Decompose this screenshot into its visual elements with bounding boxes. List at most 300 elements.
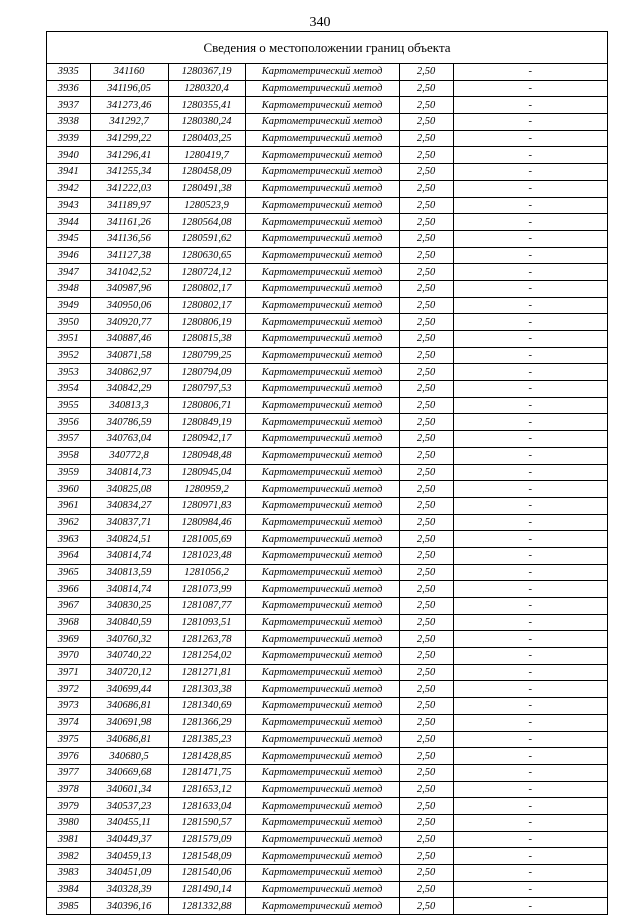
description-cell: -	[453, 547, 607, 564]
description-cell: -	[453, 130, 607, 147]
x-coordinate-cell: 340786,59	[90, 414, 168, 431]
point-number-cell: 3944	[47, 214, 90, 231]
y-coordinate-cell: 1281471,75	[168, 764, 245, 781]
x-coordinate-cell: 340537,23	[90, 798, 168, 815]
method-cell: Картометрический метод	[245, 547, 399, 564]
y-coordinate-cell: 1281579,09	[168, 831, 245, 848]
method-cell: Картометрический метод	[245, 681, 399, 698]
y-coordinate-cell: 1281023,48	[168, 547, 245, 564]
x-coordinate-cell: 340455,11	[90, 814, 168, 831]
y-coordinate-cell: 1280806,19	[168, 314, 245, 331]
accuracy-cell: 2,50	[399, 230, 453, 247]
point-number-cell: 3969	[47, 631, 90, 648]
x-coordinate-cell: 340720,12	[90, 664, 168, 681]
y-coordinate-cell: 1281303,38	[168, 681, 245, 698]
method-cell: Картометрический метод	[245, 631, 399, 648]
accuracy-cell: 2,50	[399, 164, 453, 181]
method-cell: Картометрический метод	[245, 831, 399, 848]
description-cell: -	[453, 514, 607, 531]
table-row	[47, 547, 607, 564]
y-coordinate-cell: 1280630,65	[168, 247, 245, 264]
y-coordinate-cell: 1280806,71	[168, 397, 245, 414]
accuracy-cell: 2,50	[399, 297, 453, 314]
description-cell: -	[453, 164, 607, 181]
description-cell: -	[453, 64, 607, 80]
description-cell: -	[453, 180, 607, 197]
table-row	[47, 514, 607, 531]
table-row	[47, 397, 607, 414]
x-coordinate-cell: 340842,29	[90, 381, 168, 398]
accuracy-cell: 2,50	[399, 114, 453, 131]
y-coordinate-cell: 1281366,29	[168, 714, 245, 731]
method-cell: Картометрический метод	[245, 581, 399, 598]
description-cell: -	[453, 431, 607, 448]
x-coordinate-cell: 341127,38	[90, 247, 168, 264]
point-number-cell: 3942	[47, 180, 90, 197]
table-row	[47, 814, 607, 831]
method-cell: Картометрический метод	[245, 698, 399, 715]
description-cell: -	[453, 481, 607, 498]
description-cell: -	[453, 264, 607, 281]
method-cell: Картометрический метод	[245, 531, 399, 548]
table-row	[47, 80, 607, 97]
y-coordinate-cell: 1280942,17	[168, 431, 245, 448]
x-coordinate-cell: 341161,26	[90, 214, 168, 231]
y-coordinate-cell: 1280523,9	[168, 197, 245, 214]
method-cell: Картометрический метод	[245, 164, 399, 181]
x-coordinate-cell: 341042,52	[90, 264, 168, 281]
point-number-cell: 3959	[47, 464, 90, 481]
point-number-cell: 3957	[47, 431, 90, 448]
y-coordinate-cell: 1281332,88	[168, 898, 245, 914]
point-number-cell: 3967	[47, 598, 90, 615]
table-row	[47, 581, 607, 598]
x-coordinate-cell: 340699,44	[90, 681, 168, 698]
description-cell: -	[453, 714, 607, 731]
table-row	[47, 214, 607, 231]
point-number-cell: 3965	[47, 564, 90, 581]
description-cell: -	[453, 147, 607, 164]
method-cell: Картометрический метод	[245, 130, 399, 147]
point-number-cell: 3975	[47, 731, 90, 748]
table-row	[47, 681, 607, 698]
description-cell: -	[528, 900, 532, 912]
point-number-cell: 3979	[47, 798, 90, 815]
point-number-cell: 3963	[47, 531, 90, 548]
accuracy-cell: 2,50	[399, 898, 453, 914]
y-coordinate-cell: 1280802,17	[168, 297, 245, 314]
table-row	[47, 714, 607, 731]
table-row	[47, 347, 607, 364]
accuracy-cell: 2,50	[399, 714, 453, 731]
method-cell: Картометрический метод	[245, 314, 399, 331]
point-number-cell: 3958	[47, 447, 90, 464]
description-cell: -	[453, 648, 607, 665]
accuracy-cell: 2,50	[399, 130, 453, 147]
accuracy-cell: 2,50	[399, 64, 453, 80]
y-coordinate-cell: 1280724,12	[168, 264, 245, 281]
point-number-cell: 3973	[47, 698, 90, 715]
accuracy-cell: 2,50	[399, 414, 453, 431]
table-row	[47, 264, 607, 281]
table-row	[47, 381, 607, 398]
x-coordinate-cell: 341292,7	[90, 114, 168, 131]
method-cell: Картометрический метод	[245, 898, 399, 914]
x-coordinate-cell: 341136,56	[90, 230, 168, 247]
table-row	[47, 731, 607, 748]
accuracy-cell: 2,50	[399, 80, 453, 97]
x-coordinate-cell: 340887,46	[90, 331, 168, 348]
x-coordinate-cell: 340760,32	[90, 631, 168, 648]
x-coordinate-cell: 340862,97	[90, 364, 168, 381]
table-row	[47, 848, 607, 865]
accuracy-cell: 2,50	[399, 865, 453, 882]
table-row	[47, 898, 607, 914]
method-cell: Картометрический метод	[245, 848, 399, 865]
description-cell: -	[453, 114, 607, 131]
point-number-cell: 3938	[47, 114, 90, 131]
point-number-cell: 3946	[47, 247, 90, 264]
point-number-cell: 3976	[47, 748, 90, 765]
y-coordinate-cell: 1280403,25	[168, 130, 245, 147]
accuracy-cell: 2,50	[399, 547, 453, 564]
boundary-table-frame	[46, 31, 608, 915]
method-cell: Картометрический метод	[245, 414, 399, 431]
description-cell: -	[453, 731, 607, 748]
description-cell: -	[453, 347, 607, 364]
table-row	[47, 314, 607, 331]
point-number-cell: 3984	[47, 881, 90, 898]
table-row	[47, 64, 607, 80]
accuracy-cell: 2,50	[399, 581, 453, 598]
description-cell: -	[453, 97, 607, 114]
table-row	[47, 497, 607, 514]
accuracy-cell: 2,50	[399, 331, 453, 348]
x-coordinate-cell: 341160	[90, 64, 168, 80]
description-cell: -	[453, 598, 607, 615]
method-cell: Картометрический метод	[245, 247, 399, 264]
accuracy-cell: 2,50	[399, 631, 453, 648]
description-cell: -	[453, 280, 607, 297]
accuracy-cell: 2,50	[399, 681, 453, 698]
description-cell: -	[453, 581, 607, 598]
method-cell: Картометрический метод	[245, 614, 399, 631]
accuracy-cell: 2,50	[399, 598, 453, 615]
y-coordinate-cell: 1281087,77	[168, 598, 245, 615]
point-number-cell: 3952	[47, 347, 90, 364]
table-row	[47, 130, 607, 147]
x-coordinate-cell: 340601,34	[90, 781, 168, 798]
x-coordinate-cell: 340396,16	[90, 898, 168, 914]
accuracy-cell: 2,50	[399, 447, 453, 464]
method-cell: Картометрический метод	[245, 197, 399, 214]
method-cell: Картометрический метод	[245, 764, 399, 781]
y-coordinate-cell: 1280815,38	[168, 331, 245, 348]
point-number-cell: 3968	[47, 614, 90, 631]
point-number-cell: 3985	[47, 898, 90, 914]
description-cell: -	[453, 397, 607, 414]
accuracy-cell: 2,50	[399, 698, 453, 715]
y-coordinate-cell: 1280591,62	[168, 230, 245, 247]
table-row	[47, 180, 607, 197]
accuracy-cell: 2,50	[399, 881, 453, 898]
description-cell: -	[453, 814, 607, 831]
method-cell: Картометрический метод	[245, 114, 399, 131]
method-cell: Картометрический метод	[245, 214, 399, 231]
table-row	[47, 331, 607, 348]
description-cell: -	[453, 798, 607, 815]
method-cell: Картометрический метод	[245, 431, 399, 448]
accuracy-cell: 2,50	[399, 664, 453, 681]
point-number-cell: 3950	[47, 314, 90, 331]
point-number-cell: 3981	[47, 831, 90, 848]
table-row	[47, 297, 607, 314]
point-number-cell: 3980	[47, 814, 90, 831]
x-coordinate-cell: 340814,73	[90, 464, 168, 481]
x-coordinate-cell: 341255,34	[90, 164, 168, 181]
method-cell: Картометрический метод	[245, 331, 399, 348]
x-coordinate-cell: 340834,27	[90, 497, 168, 514]
method-cell: Картометрический метод	[245, 781, 399, 798]
coordinates-table-body	[47, 64, 607, 914]
description-cell: -	[453, 664, 607, 681]
y-coordinate-cell: 1280945,04	[168, 464, 245, 481]
method-cell: Картометрический метод	[245, 230, 399, 247]
description-cell: -	[453, 381, 607, 398]
x-coordinate-cell: 340824,51	[90, 531, 168, 548]
table-row	[47, 764, 607, 781]
method-cell: Картометрический метод	[245, 881, 399, 898]
method-cell: Картометрический метод	[245, 564, 399, 581]
x-coordinate-cell: 340740,22	[90, 648, 168, 665]
method-cell: Картометрический метод	[245, 648, 399, 665]
x-coordinate-cell: 340920,77	[90, 314, 168, 331]
accuracy-cell: 2,50	[399, 798, 453, 815]
table-row	[47, 431, 607, 448]
table-row	[47, 447, 607, 464]
table-row	[47, 564, 607, 581]
x-coordinate-cell: 340691,98	[90, 714, 168, 731]
accuracy-cell: 2,50	[399, 381, 453, 398]
method-cell: Картометрический метод	[245, 865, 399, 882]
method-cell: Картометрический метод	[245, 664, 399, 681]
y-coordinate-cell: 1280984,46	[168, 514, 245, 531]
y-coordinate-cell: 1280799,25	[168, 347, 245, 364]
y-coordinate-cell: 1280355,41	[168, 97, 245, 114]
description-cell: -	[453, 314, 607, 331]
point-number-cell: 3978	[47, 781, 90, 798]
description-cell: -	[453, 681, 607, 698]
accuracy-cell: 2,50	[399, 397, 453, 414]
accuracy-cell: 2,50	[399, 531, 453, 548]
description-cell: -	[453, 297, 607, 314]
table-row	[47, 414, 607, 431]
description-cell: -	[453, 230, 607, 247]
accuracy-cell: 2,50	[399, 764, 453, 781]
table-row	[47, 464, 607, 481]
description-cell: -	[453, 831, 607, 848]
accuracy-cell: 2,50	[399, 497, 453, 514]
y-coordinate-cell: 1281073,99	[168, 581, 245, 598]
description-cell: -	[453, 214, 607, 231]
method-cell: Картометрический метод	[245, 297, 399, 314]
x-coordinate-cell: 341273,46	[90, 97, 168, 114]
x-coordinate-cell: 341299,22	[90, 130, 168, 147]
description-cell: -	[453, 781, 607, 798]
method-cell: Картометрический метод	[245, 714, 399, 731]
x-coordinate-cell: 340814,74	[90, 547, 168, 564]
y-coordinate-cell: 1281590,57	[168, 814, 245, 831]
x-coordinate-cell: 341196,05	[90, 80, 168, 97]
method-cell: Картометрический метод	[245, 814, 399, 831]
accuracy-cell: 2,50	[399, 347, 453, 364]
y-coordinate-cell: 1280564,08	[168, 214, 245, 231]
table-row	[47, 831, 607, 848]
method-cell: Картометрический метод	[245, 497, 399, 514]
method-cell: Картометрический метод	[245, 731, 399, 748]
x-coordinate-cell: 340772,8	[90, 447, 168, 464]
x-coordinate-cell: 340871,58	[90, 347, 168, 364]
y-coordinate-cell: 1280380,24	[168, 114, 245, 131]
description-cell: -	[453, 447, 607, 464]
point-number-cell: 3974	[47, 714, 90, 731]
point-number-cell: 3947	[47, 264, 90, 281]
method-cell: Картометрический метод	[245, 464, 399, 481]
method-cell: Картометрический метод	[245, 598, 399, 615]
point-number-cell: 3939	[47, 130, 90, 147]
point-number-cell: 3972	[47, 681, 90, 698]
accuracy-cell: 2,50	[399, 180, 453, 197]
method-cell: Картометрический метод	[245, 280, 399, 297]
table-row	[47, 247, 607, 264]
y-coordinate-cell: 1280802,17	[168, 280, 245, 297]
description-cell: -	[453, 865, 607, 882]
table-row	[47, 147, 607, 164]
table-row	[47, 865, 607, 882]
table-row	[47, 614, 607, 631]
table-row	[47, 531, 607, 548]
table-title: Сведения о местоположении границ объекта	[47, 32, 607, 64]
y-coordinate-cell: 1280797,53	[168, 381, 245, 398]
method-cell: Картометрический метод	[245, 347, 399, 364]
accuracy-cell: 2,50	[399, 831, 453, 848]
accuracy-cell: 2,50	[399, 614, 453, 631]
table-row	[47, 230, 607, 247]
method-cell: Картометрический метод	[245, 748, 399, 765]
x-coordinate-cell: 340669,68	[90, 764, 168, 781]
table-row	[47, 648, 607, 665]
point-number-cell: 3953	[47, 364, 90, 381]
y-coordinate-cell: 1281653,12	[168, 781, 245, 798]
method-cell: Картометрический метод	[245, 397, 399, 414]
method-cell: Картометрический метод	[245, 64, 399, 80]
accuracy-cell: 2,50	[399, 197, 453, 214]
y-coordinate-cell: 1281633,04	[168, 798, 245, 815]
accuracy-cell: 2,50	[399, 97, 453, 114]
point-number-cell: 3954	[47, 381, 90, 398]
y-coordinate-cell: 1280959,2	[168, 481, 245, 498]
y-coordinate-cell: 1280367,19	[168, 64, 245, 80]
description-cell: -	[453, 464, 607, 481]
table-row	[47, 598, 607, 615]
point-number-cell: 3955	[47, 397, 90, 414]
accuracy-cell: 2,50	[399, 514, 453, 531]
x-coordinate-cell: 340950,06	[90, 297, 168, 314]
description-cell: -	[453, 614, 607, 631]
x-coordinate-cell: 341222,03	[90, 180, 168, 197]
accuracy-cell: 2,50	[399, 564, 453, 581]
accuracy-cell: 2,50	[399, 731, 453, 748]
y-coordinate-cell: 1281548,09	[168, 848, 245, 865]
y-coordinate-cell: 1281340,69	[168, 698, 245, 715]
table-row	[47, 114, 607, 131]
method-cell: Картометрический метод	[245, 147, 399, 164]
point-number-cell: 3935	[47, 64, 90, 80]
accuracy-cell: 2,50	[399, 481, 453, 498]
y-coordinate-cell: 1280320,4	[168, 80, 245, 97]
point-number-cell: 3983	[47, 865, 90, 882]
x-coordinate-cell: 340763,04	[90, 431, 168, 448]
accuracy-cell: 2,50	[399, 214, 453, 231]
point-number-cell: 3936	[47, 80, 90, 97]
y-coordinate-cell: 1280419,7	[168, 147, 245, 164]
x-coordinate-cell: 340830,25	[90, 598, 168, 615]
point-number-cell: 3970	[47, 648, 90, 665]
accuracy-cell: 2,50	[399, 147, 453, 164]
point-number-cell: 3948	[47, 280, 90, 297]
accuracy-cell: 2,50	[399, 280, 453, 297]
description-cell: -	[453, 881, 607, 898]
accuracy-cell: 2,50	[399, 464, 453, 481]
y-coordinate-cell: 1280971,83	[168, 497, 245, 514]
point-number-cell: 3937	[47, 97, 90, 114]
point-number-cell: 3964	[47, 547, 90, 564]
point-number-cell: 3956	[47, 414, 90, 431]
y-coordinate-cell: 1280794,09	[168, 364, 245, 381]
x-coordinate-cell: 340686,81	[90, 731, 168, 748]
accuracy-cell: 2,50	[399, 314, 453, 331]
table-row	[47, 364, 607, 381]
table-row	[47, 748, 607, 765]
method-cell: Картометрический метод	[245, 97, 399, 114]
x-coordinate-cell: 340328,39	[90, 881, 168, 898]
y-coordinate-cell: 1281385,23	[168, 731, 245, 748]
y-coordinate-cell: 1280491,38	[168, 180, 245, 197]
table-row	[47, 631, 607, 648]
y-coordinate-cell: 1281005,69	[168, 531, 245, 548]
point-number-cell: 3940	[47, 147, 90, 164]
point-number-cell: 3966	[47, 581, 90, 598]
method-cell: Картометрический метод	[245, 447, 399, 464]
description-cell: -	[453, 564, 607, 581]
description-cell: -	[453, 764, 607, 781]
x-coordinate-cell: 340459,13	[90, 848, 168, 865]
y-coordinate-cell: 1280458,09	[168, 164, 245, 181]
description-cell: -	[453, 631, 607, 648]
table-row	[47, 664, 607, 681]
x-coordinate-cell: 340686,81	[90, 698, 168, 715]
point-number-cell: 3941	[47, 164, 90, 181]
y-coordinate-cell: 1281263,78	[168, 631, 245, 648]
x-coordinate-cell: 340813,3	[90, 397, 168, 414]
accuracy-cell: 2,50	[399, 848, 453, 865]
coordinates-table	[47, 64, 607, 914]
point-number-cell: 3949	[47, 297, 90, 314]
y-coordinate-cell: 1281428,85	[168, 748, 245, 765]
accuracy-cell: 2,50	[399, 648, 453, 665]
table-row	[47, 481, 607, 498]
point-number-cell: 3945	[47, 230, 90, 247]
